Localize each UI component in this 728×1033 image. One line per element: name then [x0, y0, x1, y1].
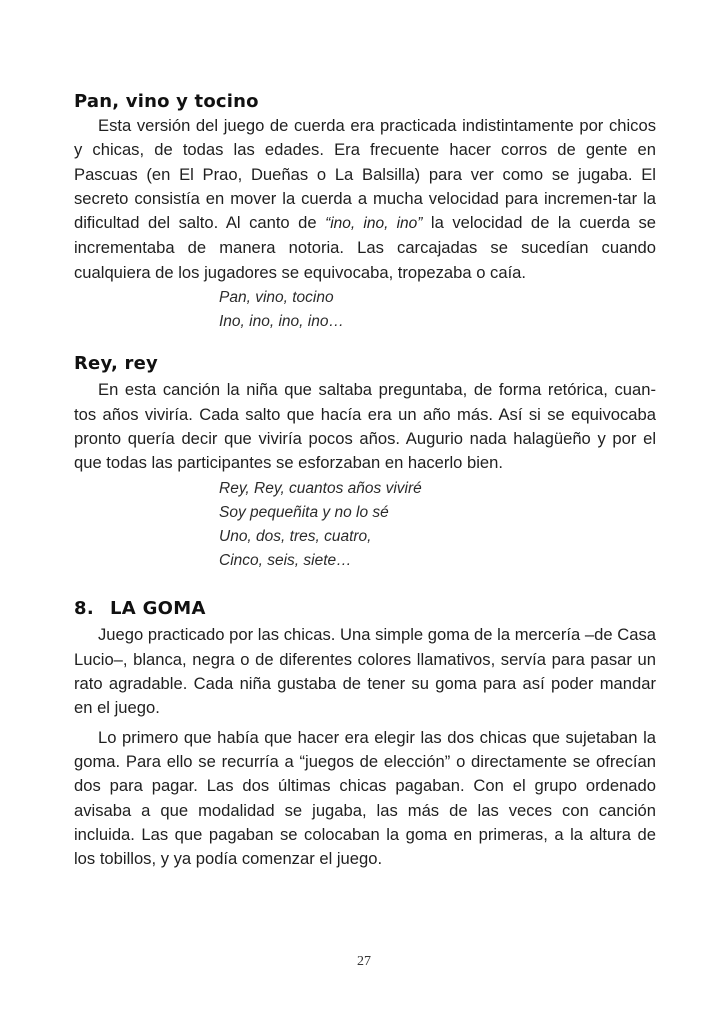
verse-line: Pan, vino, tocino — [219, 289, 334, 307]
chapter-heading-la-goma — [74, 597, 656, 621]
paragraph-la-goma-2: Lo primero que había que hacer era elegir las dos chicas que sujetaban la goma. Para ello se recurría a “juegos de elección” o directamente se ofrecían dos para pagar. Las dos últimas chicas pagaban. Con el grupo ordenado avisaba a que modalidad se jugaba, las más de las veces con canción incluida. Las que pagaban se colocaban la goma en primeras, a la altura de los tobillos, y ya podía comenzar el juego. — [74, 727, 656, 869]
verse-block-pan-vino-tocino — [74, 286, 656, 334]
paragraph-rey-rey: En esta canción la niña que saltaba preguntaba, de forma retórica, cuan-tos años viviría. Cada salto que hacía era un año más. Así si se equivocaba pronto quería decir que viviría pocos años. Augurio nada halagüeño y por el que todas las participantes se esforzaban en hacerlo bien. — [74, 380, 656, 473]
chapter-number: 8. — [74, 598, 94, 620]
paragraph-text: Esta versión del juego de cuerda era practicada indistintamente por chicos y chicas, de todas las edades. Era frecuente hacer corros de gente en Pascuas (en El Prao, Dueñas o La Balsilla) para ver como se jugaba. El secreto consistía en mover la cuerda a mucha velocidad para incremen-tar la dificultad del salto. Al canto de — [74, 116, 656, 233]
verse-block-rey-rey — [74, 477, 656, 574]
paragraph-text: la velocidad de la cuerda se incrementaba de manera notoria. Las carcajadas se sucedían cuando cualquiera de los jugadores se equivocaba, tropezaba o caía. — [74, 213, 656, 282]
emphasized-chant: “ino, ino, ino” — [325, 215, 423, 233]
verse-line: Soy pequeñita y no lo sé — [219, 503, 389, 521]
verse-line: Cinco, seis, siete… — [219, 552, 352, 570]
section-title-pan-vino-tocino: Pan, vino y tocino — [74, 91, 259, 112]
page-content — [74, 90, 656, 871]
chapter-title: LA GOMA — [110, 598, 206, 620]
paragraph-pan-vino-tocino — [74, 114, 656, 285]
verse-line: Rey, Rey, cuantos años viviré — [219, 479, 422, 497]
paragraph-la-goma-1: Juego practicado por las chicas. Una simple goma de la mercería –de Casa Lucio–, blanca, negra o de diferentes colores llamativos, servía para pasar un rato agradable. Cada niña gustaba de tener su goma para así poder mandar en el juego. — [74, 625, 656, 718]
page-number: 27 — [357, 954, 371, 969]
verse-line: Ino, ino, ino, ino… — [219, 313, 344, 331]
verse-line: Uno, dos, tres, cuatro, — [219, 528, 372, 546]
section-title-rey-rey: Rey, rey — [74, 353, 158, 375]
